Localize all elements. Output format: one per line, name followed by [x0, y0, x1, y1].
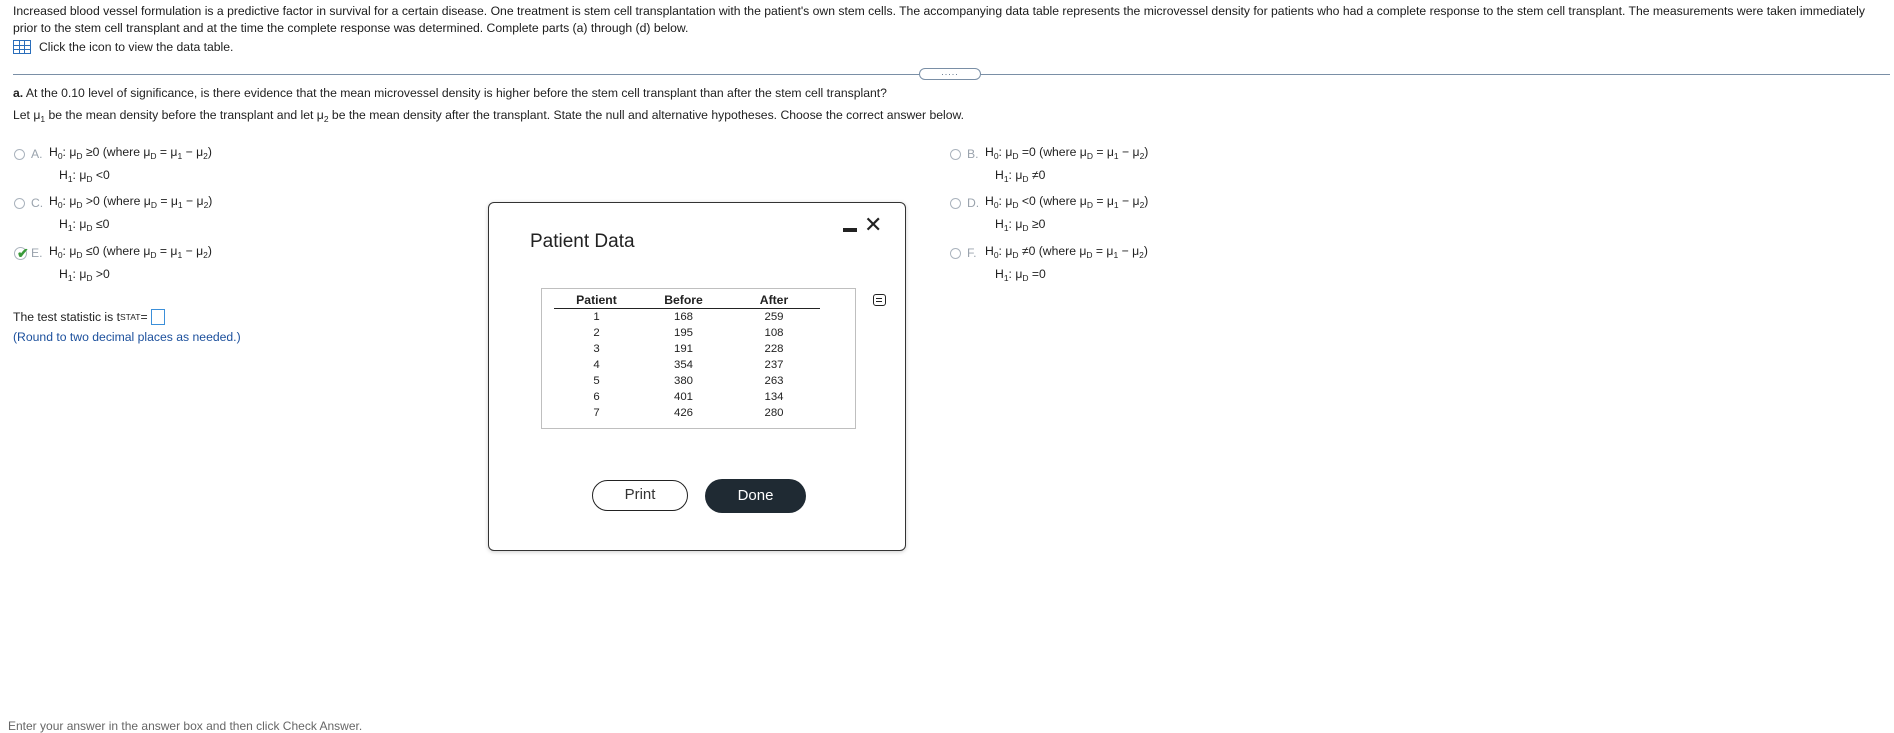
rounding-note: (Round to two decimal places as needed.): [13, 330, 241, 344]
test-statistic-sub: STAT: [120, 312, 141, 322]
question-a-text: At the 0.10 level of significance, is there evidence that the mean microvessel density is higher before the stem cell transplant than after the stem cell transplant?: [25, 86, 887, 100]
option-e-h0: $H_0$: $\mu_D \le 0$ (where $\mu_D = \mu_1 - \mu_2$): [49, 244, 212, 260]
table-row: 1 168 259: [593, 311, 784, 323]
hypothesis-instructions: Let $\mu_1$ be the mean density before the transplant and let $\mu_2$ be the mean density after the transplant. State the null and alternative hypotheses. Choose the correct answer below.: [13, 108, 965, 124]
let-text-1: Let μ: [13, 108, 41, 122]
option-a-radio[interactable]: [14, 149, 25, 160]
option-b-h0: $H_0$: $\mu_D =0$ (where $\mu_D = \mu_1 - \mu_2$): [985, 145, 1149, 161]
table-row: 7 426 280: [593, 407, 784, 419]
print-button[interactable]: Print: [592, 480, 688, 511]
option-f-letter: F.: [967, 246, 977, 260]
minimize-icon[interactable]: [843, 228, 857, 232]
table-row: 3 191 228: [593, 343, 784, 355]
close-icon[interactable]: ✕: [864, 212, 883, 237]
footer-instruction: Enter your answer in the answer box and then click Check Answer.: [8, 719, 363, 733]
option-f-h1: $H_1$: $\mu_D =0$: [995, 267, 1046, 283]
data-table-container: [541, 288, 856, 429]
option-c-letter: C.: [31, 196, 44, 210]
table-row: 4 354 237: [593, 359, 784, 371]
option-a[interactable]: [14, 143, 212, 189]
copy-icon[interactable]: [873, 294, 886, 306]
table-row: 5 380 263: [593, 375, 784, 387]
table-icon[interactable]: [13, 40, 31, 54]
option-d-h0: $H_0$: $\mu_D <0$ (where $\mu_D = \mu_1 - \mu_2$): [985, 194, 1149, 210]
col-header-patient: Patient: [554, 292, 639, 309]
option-a-letter: A.: [31, 147, 43, 161]
problem-intro: Increased blood vessel formulation is a predictive factor in survival for a certain disease. One treatment is stem cell transplantation with the patient's own stem cells. The accompanying data table represents the microvessel density for patients who had a complete response to the stem cell transplant. The measurements were taken immediately prior to the stem cell transplant and at the time the complete response was determined. Complete parts (a) through (d) below.: [13, 4, 1865, 35]
let-text-2: be the mean density before the transplant and let μ: [45, 108, 324, 122]
option-a-h0: $H_0$: $\mu_D \ge 0$ (where $\mu_D = \mu_1 - \mu_2$): [49, 145, 212, 161]
question-a: [13, 86, 887, 100]
table-row: 2 195 108: [593, 327, 784, 339]
option-b-letter: B.: [967, 147, 979, 161]
option-b[interactable]: [950, 143, 1148, 189]
option-c-h0: $H_0$: $\mu_D >0$ (where $\mu_D = \mu_1 - \mu_2$): [49, 194, 213, 210]
option-d[interactable]: [950, 192, 1148, 238]
option-e-radio[interactable]: [14, 247, 27, 260]
option-e[interactable]: [14, 242, 212, 288]
option-d-h1: $H_1$: $\mu_D \ge 0$: [995, 217, 1046, 233]
test-statistic-label: The test statistic is t: [13, 310, 121, 324]
option-b-h1: $H_1$: $\mu_D \ne 0$: [995, 168, 1046, 184]
dialog-title: Patient Data: [530, 231, 635, 252]
option-a-h1: $H_1$: $\mu_D <0$: [59, 168, 110, 184]
option-b-radio[interactable]: [950, 149, 961, 160]
patient-data-dialog: [488, 202, 906, 551]
option-c-h1: $H_1$: $\mu_D \le 0$: [59, 217, 110, 233]
done-button[interactable]: Done: [705, 479, 806, 513]
expand-handle[interactable]: .....: [919, 68, 981, 80]
option-d-letter: D.: [967, 196, 980, 210]
option-e-letter: E.: [31, 246, 43, 260]
patient-data-table: [554, 292, 820, 421]
table-row: 6 401 134: [593, 391, 784, 403]
question-a-label: a.: [13, 86, 24, 100]
option-c-radio[interactable]: [14, 198, 25, 209]
test-statistic-eq: =: [140, 310, 148, 324]
checkmark-icon: ✔: [17, 245, 29, 261]
test-statistic-input[interactable]: [151, 309, 165, 325]
let-text-3: be the mean density after the transplant. State the null and alternative hypotheses. Choose the correct answer below.: [328, 108, 965, 122]
view-data-table-label: Click the icon to view the data table.: [39, 40, 234, 54]
option-f-h0: $H_0$: $\mu_D \ne 0$ (where $\mu_D = \mu_1 - \mu_2$): [985, 244, 1148, 260]
option-c[interactable]: [14, 192, 212, 238]
col-header-before: Before: [639, 292, 728, 309]
col-header-after: After: [728, 292, 820, 309]
option-f-radio[interactable]: [950, 248, 961, 259]
option-f[interactable]: [950, 242, 1148, 288]
option-e-h1: $H_1$: $\mu_D >0$: [59, 267, 110, 283]
option-d-radio[interactable]: [950, 198, 961, 209]
view-data-table-link[interactable]: [13, 40, 233, 54]
test-statistic-prompt: [13, 309, 165, 325]
